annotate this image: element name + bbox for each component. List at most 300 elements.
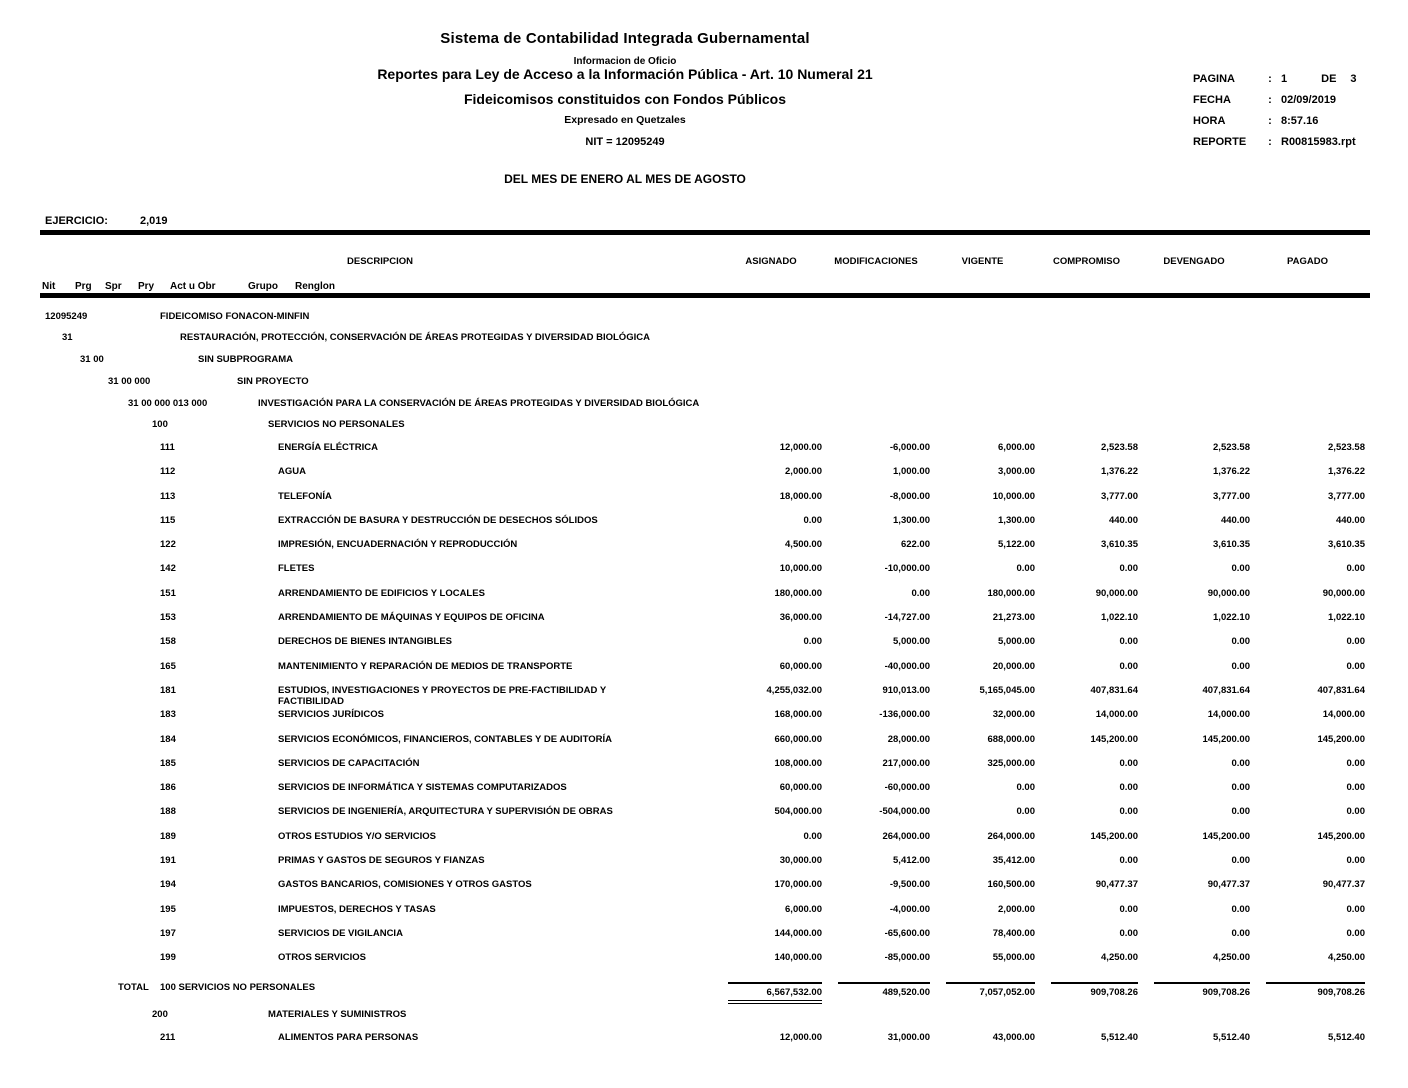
pagina-de-label: DE	[1321, 73, 1337, 85]
amount-cell: 1,022.10	[1101, 612, 1138, 624]
row-code: 194	[160, 879, 176, 891]
row-description-zone	[40, 311, 720, 322]
report-subtitle-small: Informacion de Oficio	[573, 56, 677, 67]
table-row	[40, 982, 1365, 1009]
amount-cell: 217,000.00	[882, 757, 930, 769]
row-description-zone	[40, 588, 720, 599]
row-description-zone	[40, 515, 720, 526]
amount-cell: 6,000.00	[998, 442, 1035, 453]
row-description-zone	[40, 563, 720, 574]
hora-value: 8:57.16	[1281, 115, 1319, 127]
pagado-column-header: PAGADO	[1287, 256, 1328, 267]
row-description-zone	[40, 855, 720, 866]
row-description: 100 SERVICIOS NO PERSONALES	[160, 981, 316, 993]
amount-cell: 504,000.00	[774, 806, 822, 818]
amount-cell: 90,477.37	[1095, 879, 1138, 891]
amount-cell: 3,610.35	[1213, 539, 1250, 551]
row-description-zone	[40, 419, 720, 430]
row-description: SERVICIOS JURÍDICOS	[278, 709, 384, 721]
row-description: OTROS SERVICIOS	[278, 952, 366, 964]
amount-cell: 12,000.00	[779, 442, 822, 453]
row-description: GASTOS BANCARIOS, COMISIONES Y OTROS GASTOS	[278, 879, 532, 891]
amount-cell: 0.00	[1016, 563, 1035, 575]
amount-cell: 90,477.37	[1207, 879, 1250, 891]
amount-cell: 3,777.00	[1101, 490, 1138, 502]
row-description: INVESTIGACIÓN PARA LA CONSERVACIÓN DE ÁREAS PROTEGIDAS Y DIVERSIDAD BIOLÓGICA	[258, 398, 700, 409]
compromiso-column-header: COMPROMISO	[1052, 256, 1121, 267]
row-description: SERVICIOS ECONÓMICOS, FINANCIEROS, CONTABLES Y DE AUDITORÍA	[278, 733, 612, 745]
row-description-zone	[40, 904, 720, 915]
reporte-label: REPORTE	[1193, 136, 1247, 148]
amount-cell: -14,727.00	[884, 612, 930, 624]
pry-code-header: Pry	[138, 281, 155, 292]
row-code: 151	[160, 587, 176, 599]
table-row	[40, 419, 1365, 442]
row-description-zone	[40, 879, 720, 890]
report-table-body	[40, 311, 1365, 1056]
report-subtitle-name: Fideicomisos constituidos con Fondos Públicos	[463, 91, 787, 107]
amount-cell: 90,000.00	[1207, 587, 1250, 599]
divider-header	[40, 293, 1370, 298]
amount-cell: 60,000.00	[779, 782, 822, 794]
amount-cell: 407,831.64	[1317, 684, 1365, 696]
amount-cell: 2,000.00	[785, 466, 822, 478]
amount-cell: 7,057,052.00	[946, 982, 1035, 998]
amount-cell: 0.00	[803, 636, 822, 648]
amount-cell: 36,000.00	[779, 612, 822, 624]
amount-cell: 909,708.26	[1154, 982, 1250, 998]
row-code: 183	[160, 709, 176, 721]
amount-cell: 5,165,045.00	[979, 684, 1035, 696]
amount-cell: 1,300.00	[998, 514, 1035, 526]
amount-cell: 910,013.00	[882, 684, 930, 696]
row-description-zone	[40, 442, 720, 453]
amount-cell: 14,000.00	[1207, 709, 1250, 721]
fecha-value: 02/09/2019	[1281, 94, 1337, 106]
amount-cell: -40,000.00	[884, 660, 930, 672]
row-description: DERECHOS DE BIENES INTANGIBLES	[278, 636, 453, 648]
amount-cell: -136,000.00	[879, 709, 930, 721]
table-row	[40, 491, 1365, 515]
amount-cell: 0.00	[1231, 782, 1250, 794]
amount-cell: 4,250.00	[1213, 952, 1250, 964]
amount-cell: 0.00	[1231, 660, 1250, 672]
amount-cell: 0.00	[1119, 855, 1138, 867]
amount-cell: 90,477.37	[1322, 879, 1365, 891]
row-description: ENERGÍA ELÉCTRICA	[278, 442, 378, 453]
amount-cell: 0.00	[1119, 927, 1138, 939]
nit-line: NIT = 12095249	[585, 136, 665, 148]
row-code: 195	[160, 903, 176, 915]
row-description-zone	[40, 928, 720, 939]
pagina-value: 1	[1281, 73, 1288, 85]
period-line: DEL MES DE ENERO AL MES DE AGOSTO	[504, 172, 746, 186]
table-row	[40, 1009, 1365, 1032]
amount-cell: 0.00	[1346, 927, 1365, 939]
amount-cell: 0.00	[1231, 806, 1250, 818]
amount-cell: 18,000.00	[779, 490, 822, 502]
amount-cell: -504,000.00	[879, 806, 930, 818]
amount-cell: 60,000.00	[779, 660, 822, 672]
amount-cell: 1,376.22	[1101, 466, 1138, 478]
amount-cell: 909,708.26	[1051, 982, 1138, 998]
amount-cell: 145,200.00	[1202, 830, 1250, 842]
table-row	[40, 709, 1365, 733]
table-row	[40, 311, 1365, 332]
amount-cell: 0.00	[911, 587, 930, 599]
amount-cell: 0.00	[1346, 806, 1365, 818]
row-code: 189	[160, 830, 176, 842]
meta-hora: HORA : 8:57.16	[1193, 115, 1319, 127]
amount-cell: 0.00	[1016, 782, 1035, 794]
row-code: 31 00 000 013 000	[128, 398, 208, 409]
amount-cell: 12,000.00	[779, 1031, 822, 1043]
row-description: SERVICIOS DE CAPACITACIÓN	[278, 757, 420, 769]
amount-cell: 145,200.00	[1090, 733, 1138, 745]
vigente-column-header: VIGENTE	[961, 256, 1004, 267]
row-code: 100	[152, 419, 168, 430]
row-code: 153	[160, 612, 176, 624]
amount-cell: 6,000.00	[785, 903, 822, 915]
row-description-zone	[40, 685, 720, 707]
table-row	[40, 636, 1365, 660]
row-code: 185	[160, 757, 176, 769]
amount-cell: 0.00	[1119, 782, 1138, 794]
meta-reporte: REPORTE : R00815983.rpt	[1193, 136, 1356, 148]
table-row	[40, 685, 1365, 709]
row-code: 31 00 000	[108, 376, 151, 387]
row-code: 186	[160, 782, 176, 794]
row-description-zone	[40, 612, 720, 623]
amount-cell: 21,273.00	[992, 612, 1035, 624]
amount-cell: 14,000.00	[1322, 709, 1365, 721]
amount-cell: 0.00	[1119, 636, 1138, 648]
amount-cell: 1,376.22	[1328, 466, 1365, 478]
fecha-label: FECHA	[1193, 94, 1231, 106]
meta-fecha: FECHA : 02/09/2019	[1193, 94, 1337, 106]
amount-cell: 0.00	[1119, 563, 1138, 575]
row-code: 188	[160, 806, 176, 818]
amount-cell: 0.00	[1346, 563, 1365, 575]
amount-cell: 0.00	[1016, 806, 1035, 818]
table-row	[40, 855, 1365, 879]
amount-cell: -65,600.00	[884, 927, 930, 939]
row-code: 184	[160, 733, 176, 745]
amount-cell: -60,000.00	[884, 782, 930, 794]
amount-cell: 3,777.00	[1328, 490, 1365, 502]
amount-cell: 0.00	[1231, 563, 1250, 575]
amount-cell: 10,000.00	[992, 490, 1035, 502]
row-code: 112	[160, 466, 176, 478]
amount-cell: 90,000.00	[1322, 587, 1365, 599]
spr-code-header: Spr	[105, 281, 122, 292]
amount-cell: 622.00	[900, 539, 930, 551]
amount-cell: 440.00	[1335, 514, 1365, 526]
amount-cell: 688,000.00	[987, 733, 1035, 745]
table-row	[40, 661, 1365, 685]
amount-cell: 31,000.00	[887, 1031, 930, 1043]
amount-cell: 4,255,032.00	[766, 684, 822, 696]
grupo-code-header: Grupo	[248, 281, 278, 292]
desc-column-header: DESCRIPCION	[347, 256, 413, 267]
amount-cell: 32,000.00	[992, 709, 1035, 721]
table-row	[40, 879, 1365, 903]
amount-cell: 264,000.00	[987, 830, 1035, 842]
table-row	[40, 612, 1365, 636]
amount-cell: -8,000.00	[889, 490, 930, 502]
row-description: MANTENIMIENTO Y REPARACIÓN DE MEDIOS DE TRANSPORTE	[278, 660, 573, 672]
table-row	[40, 806, 1365, 830]
amount-cell: 407,831.64	[1202, 684, 1250, 696]
row-description-zone	[40, 952, 720, 963]
amount-cell: 145,200.00	[1317, 733, 1365, 745]
amount-cell: 10,000.00	[779, 563, 822, 575]
table-row	[40, 563, 1365, 587]
amount-cell: 2,523.58	[1213, 442, 1250, 453]
amount-cell: -4,000.00	[889, 903, 930, 915]
table-row	[40, 952, 1365, 976]
column-headers	[40, 256, 1365, 267]
modificaciones-column-header: MODIFICACIONES	[834, 256, 918, 267]
amount-cell: 140,000.00	[774, 952, 822, 964]
amount-cell: 5,122.00	[998, 539, 1035, 551]
amount-cell: 90,000.00	[1095, 587, 1138, 599]
amount-cell: 4,250.00	[1328, 952, 1365, 964]
table-row	[40, 782, 1365, 806]
amount-cell: 0.00	[1346, 660, 1365, 672]
row-description: EXTRACCIÓN DE BASURA Y DESTRUCCIÓN DE DESECHOS SÓLIDOS	[278, 514, 598, 526]
amount-cell: 0.00	[1119, 806, 1138, 818]
row-code: 111	[160, 442, 175, 453]
row-description: SERVICIOS DE VIGILANCIA	[278, 927, 403, 939]
row-code: 113	[160, 490, 176, 502]
amount-cell: 660,000.00	[774, 733, 822, 745]
amount-cell: 108,000.00	[774, 757, 822, 769]
row-description: IMPUESTOS, DERECHOS Y TASAS	[278, 903, 436, 915]
table-row	[40, 466, 1365, 490]
table-row	[40, 376, 1365, 398]
row-description: RESTAURACIÓN, PROTECCIÓN, CONSERVACIÓN DE ÁREAS PROTEGIDAS Y DIVERSIDAD BIOLÓGICA	[180, 332, 650, 343]
amount-cell: 0.00	[1231, 757, 1250, 769]
amount-cell: 0.00	[1346, 903, 1365, 915]
amount-cell: 2,000.00	[998, 903, 1035, 915]
amount-cell: 0.00	[803, 514, 822, 526]
amount-cell: 440.00	[1220, 514, 1250, 526]
table-row	[40, 904, 1365, 928]
row-description-zone	[40, 354, 720, 365]
table-row	[40, 398, 1365, 419]
amount-cell: 0.00	[803, 830, 822, 842]
renglon-code-header: Renglon	[295, 281, 335, 292]
amount-cell: 1,022.10	[1328, 612, 1365, 624]
amount-cell: 0.00	[1346, 782, 1365, 794]
row-description: SIN SUBPROGRAMA	[198, 354, 294, 365]
amount-cell: 4,500.00	[785, 539, 822, 551]
row-description: OTROS ESTUDIOS Y/O SERVICIOS	[278, 830, 437, 842]
amount-cell: 0.00	[1346, 636, 1365, 648]
amount-cell: 5,512.40	[1101, 1031, 1138, 1043]
amount-cell: 144,000.00	[774, 927, 822, 939]
row-description-zone	[40, 398, 720, 409]
amount-cell: 0.00	[1119, 757, 1138, 769]
row-description: ESTUDIOS, INVESTIGACIONES Y PROYECTOS DE PRE-FACTIBILIDAD Y FACTIBILIDAD	[278, 684, 606, 707]
row-code: 165	[160, 660, 176, 672]
row-description-zone	[40, 332, 720, 343]
row-description: ARRENDAMIENTO DE MÁQUINAS Y EQUIPOS DE OFICINA	[278, 612, 545, 624]
amount-cell: 5,412.00	[893, 855, 930, 867]
row-code: 31 00	[80, 354, 104, 365]
amount-cell: 5,512.40	[1328, 1031, 1365, 1043]
asignado-column-header: ASIGNADO	[745, 256, 797, 267]
table-row	[40, 588, 1365, 612]
row-description: SIN PROYECTO	[237, 376, 309, 387]
row-description-zone	[40, 539, 720, 550]
amount-cell: 1,022.10	[1213, 612, 1250, 624]
amount-cell: 0.00	[1346, 855, 1365, 867]
row-code: 181	[160, 684, 176, 696]
amount-cell: 0.00	[1231, 855, 1250, 867]
amount-cell: 180,000.00	[987, 587, 1035, 599]
amount-cell: 3,777.00	[1213, 490, 1250, 502]
row-description: AGUA	[278, 466, 306, 478]
row-code: 122	[160, 539, 176, 551]
report-header	[0, 30, 1250, 148]
reporte-value: R00815983.rpt	[1281, 136, 1356, 148]
row-description-zone	[40, 831, 720, 842]
row-description-zone	[40, 806, 720, 817]
row-code: 31	[62, 332, 73, 343]
amount-cell: 0.00	[1346, 757, 1365, 769]
amount-cell: 145,200.00	[1202, 733, 1250, 745]
table-row	[40, 831, 1365, 855]
row-code: 115	[160, 514, 176, 526]
meta-pagina: PAGINA : 1 DE 3	[1193, 73, 1357, 85]
amount-cell: 6,567,532.00	[728, 982, 822, 1004]
row-description-zone	[40, 758, 720, 769]
amount-cell: -9,500.00	[889, 879, 930, 891]
amount-cell: 28,000.00	[887, 733, 930, 745]
amount-cell: 909,708.26	[1266, 982, 1365, 998]
amount-cell: 2,523.58	[1101, 442, 1138, 453]
row-description: SERVICIOS NO PERSONALES	[268, 419, 405, 430]
amount-cell: 3,610.35	[1328, 539, 1365, 551]
pagina-label: PAGINA	[1193, 73, 1235, 85]
table-row	[40, 1032, 1365, 1056]
amount-cell: 3,610.35	[1101, 539, 1138, 551]
table-row	[40, 928, 1365, 952]
row-description-zone	[40, 491, 720, 502]
amount-cell: 4,250.00	[1101, 952, 1138, 964]
currency-note: Expresado en Quetzales	[564, 114, 686, 126]
amount-cell: 440.00	[1108, 514, 1138, 526]
amount-cell: 180,000.00	[774, 587, 822, 599]
row-description-zone	[40, 782, 720, 793]
amount-cell: 168,000.00	[774, 709, 822, 721]
row-code: TOTAL	[118, 981, 149, 993]
row-description-zone	[40, 734, 720, 745]
amount-cell: -85,000.00	[884, 952, 930, 964]
row-description-zone	[40, 466, 720, 477]
table-row	[40, 354, 1365, 376]
amount-cell: 5,512.40	[1213, 1031, 1250, 1043]
row-description: FLETES	[278, 563, 315, 575]
amount-cell: 145,200.00	[1090, 830, 1138, 842]
row-description-zone	[40, 661, 720, 672]
amount-cell: 160,500.00	[987, 879, 1035, 891]
report-title: Sistema de Contabilidad Integrada Gubernamental	[440, 30, 810, 47]
row-description: ALIMENTOS PARA PERSONAS	[278, 1031, 419, 1043]
pagina-total: 3	[1350, 73, 1357, 85]
amount-cell: 30,000.00	[779, 855, 822, 867]
amount-cell: 170,000.00	[774, 879, 822, 891]
divider-top	[40, 230, 1370, 235]
amount-cell: 78,400.00	[992, 927, 1035, 939]
row-description: SERVICIOS DE INGENIERÍA, ARQUITECTURA Y SUPERVISIÓN DE OBRAS	[278, 806, 613, 818]
amount-cell: 35,412.00	[992, 855, 1035, 867]
row-description-zone	[40, 1032, 720, 1043]
amount-cell: -10,000.00	[884, 563, 930, 575]
table-row	[40, 515, 1365, 539]
amount-cell: 0.00	[1119, 660, 1138, 672]
ejercicio-line	[45, 215, 168, 227]
row-description-zone	[40, 1009, 720, 1020]
amount-cell: 0.00	[1231, 903, 1250, 915]
ejercicio-label: EJERCICIO:	[45, 215, 108, 227]
row-code: 191	[160, 855, 176, 867]
row-description-zone	[40, 636, 720, 647]
amount-cell: 0.00	[1119, 903, 1138, 915]
table-row	[40, 758, 1365, 782]
amount-cell: 264,000.00	[882, 830, 930, 842]
row-description: FIDEICOMISO FONACON-MINFIN	[160, 311, 310, 322]
amount-cell: 407,831.64	[1090, 684, 1138, 696]
amount-cell: 489,520.00	[838, 982, 930, 998]
table-row	[40, 539, 1365, 563]
row-description-zone	[40, 376, 720, 387]
amount-cell: 1,376.22	[1213, 466, 1250, 478]
row-description: MATERIALES Y SUMINISTROS	[268, 1008, 407, 1020]
row-code: 197	[160, 927, 176, 939]
amount-cell: 14,000.00	[1095, 709, 1138, 721]
table-row	[40, 734, 1365, 758]
report-subtitle-law: Reportes para Ley de Acceso a la Información Pública - Art. 10 Numeral 21	[377, 66, 873, 82]
amount-cell: 1,000.00	[893, 466, 930, 478]
hora-label: HORA	[1193, 115, 1226, 127]
amount-cell: 5,000.00	[893, 636, 930, 648]
amount-cell: 0.00	[1231, 636, 1250, 648]
amount-cell: 3,000.00	[998, 466, 1035, 478]
row-description-zone	[40, 709, 720, 720]
ejercicio-value: 2,019	[140, 215, 168, 227]
table-row	[40, 442, 1365, 466]
prg-code-header: Prg	[75, 281, 92, 292]
amount-cell: 1,300.00	[893, 514, 930, 526]
amount-cell: 325,000.00	[987, 757, 1035, 769]
nit-code-header: Nit	[42, 281, 56, 292]
amount-cell: 5,000.00	[998, 636, 1035, 648]
devengado-column-header: DEVENGADO	[1163, 256, 1225, 267]
amount-cell: 0.00	[1231, 927, 1250, 939]
row-description: SERVICIOS DE INFORMÁTICA Y SISTEMAS COMPUTARIZADOS	[278, 782, 567, 794]
table-row	[40, 332, 1365, 354]
amount-cell: 2,523.58	[1328, 442, 1365, 453]
row-description: ARRENDAMIENTO DE EDIFICIOS Y LOCALES	[278, 587, 485, 599]
row-code: 211	[160, 1031, 176, 1043]
row-description: IMPRESIÓN, ENCUADERNACIÓN Y REPRODUCCIÓN	[278, 539, 518, 551]
row-code: 158	[160, 636, 176, 648]
row-code: 200	[152, 1008, 168, 1020]
row-code: 142	[160, 563, 176, 575]
